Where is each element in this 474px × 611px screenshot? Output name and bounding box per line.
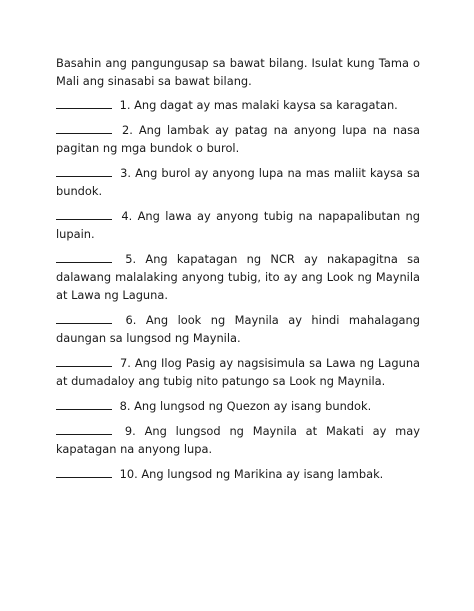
worksheet-content <box>56 54 420 490</box>
answer-blank-9[interactable] <box>56 423 112 435</box>
question-item-5 <box>56 250 420 304</box>
question-text: Ang lambak ay patag na anyong lupa na nasa pagitan ng mga bundok o burol. <box>56 123 420 155</box>
answer-blank-1[interactable] <box>56 97 112 109</box>
question-text: Ang lawa ay anyong tubig na napapalibutan ng lupain. <box>56 209 420 241</box>
question-item-8 <box>56 397 420 415</box>
question-number: 1. <box>119 98 131 112</box>
answer-blank-10[interactable] <box>56 466 112 478</box>
question-number: 9. <box>124 424 136 438</box>
question-number: 5. <box>125 252 137 266</box>
question-text: Ang kapatagan ng NCR ay nakapagitna sa dalawang malalaking anyong tubig, ito ay ang Look ng Maynila at Lawa ng Laguna. <box>56 252 420 302</box>
question-item-4 <box>56 207 420 243</box>
question-number: 7. <box>119 356 131 370</box>
question-number: 8. <box>119 399 131 413</box>
question-item-7 <box>56 354 420 390</box>
question-text: Ang Ilog Pasig ay nagsisimula sa Lawa ng Laguna at dumadaloy ang tubig nito patungo sa Look ng Maynila. <box>56 356 421 388</box>
question-text: Ang lungsod ng Maynila at Makati ay may kapatagan na anyong lupa. <box>56 424 420 456</box>
question-item-10 <box>56 465 420 483</box>
question-text: Ang lungsod ng Quezon ay isang bundok. <box>134 399 372 413</box>
answer-blank-6[interactable] <box>56 312 112 324</box>
instructions: Basahin ang pangungusap sa bawat bilang. Isulat kung Tama o Mali ang sinasabi sa bawat bilang. <box>56 56 420 88</box>
answer-blank-2[interactable] <box>56 122 112 134</box>
question-number: 3. <box>120 166 131 180</box>
question-number: 2. <box>121 123 133 137</box>
question-text: Ang dagat ay mas malaki kaysa sa karagatan. <box>134 98 398 112</box>
answer-blank-4[interactable] <box>56 208 112 220</box>
question-number: 10. <box>119 467 138 481</box>
question-item-9 <box>56 422 420 458</box>
question-number: 6. <box>125 313 137 327</box>
question-item-6 <box>56 311 420 347</box>
answer-blank-7[interactable] <box>56 355 112 367</box>
question-item-3 <box>56 164 420 200</box>
question-text: Ang burol ay anyong lupa na mas maliit kaysa sa bundok. <box>56 166 420 198</box>
question-item-1 <box>56 96 420 114</box>
question-number: 4. <box>121 209 133 223</box>
question-item-2 <box>56 121 420 157</box>
answer-blank-3[interactable] <box>56 165 112 177</box>
question-text: Ang look ng Maynila ay hindi mahalagang daungan sa lungsod ng Maynila. <box>56 313 420 345</box>
answer-blank-8[interactable] <box>56 398 112 410</box>
answer-blank-5[interactable] <box>56 251 112 263</box>
question-text: Ang lungsod ng Marikina ay isang lambak. <box>141 467 384 481</box>
